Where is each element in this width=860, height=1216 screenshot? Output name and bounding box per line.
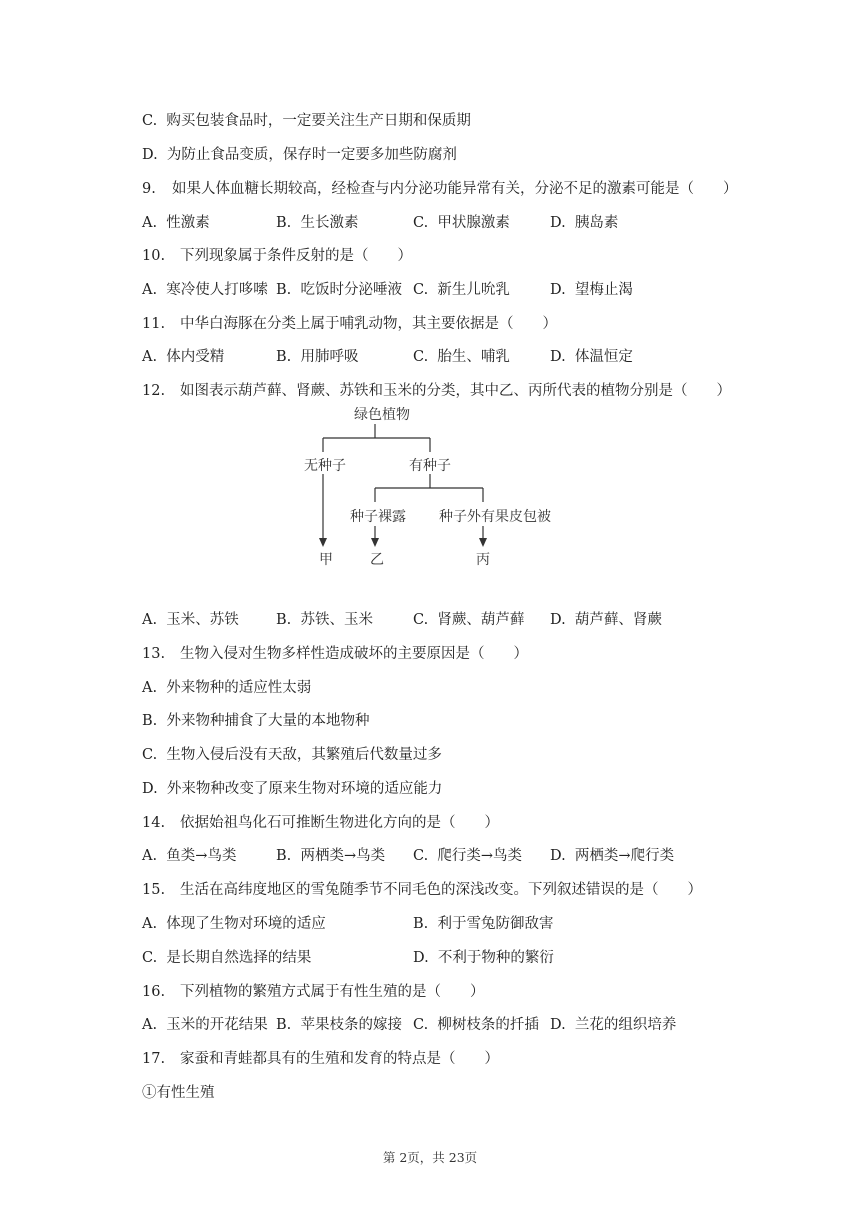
option-b: B. 苏铁、玉米 [276,612,373,628]
diagram-sub-right-label: 种子外有果皮包被 [439,509,551,525]
option-b: B. 生长激素 [276,215,359,231]
option-c: C. 是长期自然选择的结果 [142,950,312,966]
option-d: D. 体温恒定 [550,349,633,365]
question-stem: 如果人体血糖长期较高，经检查与内分泌功能异常有关，分泌不足的激素可能是（ ） [172,181,738,197]
question-stem: 家蚕和青蛙都具有的生殖和发育的特点是（ ） [180,1051,499,1067]
question-15 [142,880,702,900]
option-d: D. 胰岛素 [550,215,619,231]
question-number: 14. [142,815,166,831]
question-number: 11. [142,316,166,332]
question-number: 9. [142,181,156,197]
question-stem: 下列植物的繁殖方式属于有性生殖的是（ ） [180,984,485,1000]
option-a: A. 鱼类→鸟类 [142,848,237,864]
diagram-right-label: 有种子 [409,458,451,474]
diagram-leaf-c: 丙 [476,552,490,568]
option-a: A. 体内受精 [142,349,225,365]
question-12 [142,381,731,401]
question-number: 13. [142,646,166,662]
statement-1: ①有性生殖 [142,1085,215,1101]
option-b: B. 苹果枝条的嫁接 [276,1017,402,1033]
question-11 [142,314,557,334]
option-d: D. 葫芦藓、肾蕨 [550,612,662,628]
question-14 [142,813,499,833]
question-stem: 生物入侵对生物多样性造成破坏的主要原因是（ ） [180,646,528,662]
question-stem: 中华白海豚在分类上属于哺乳动物，其主要依据是（ ） [180,316,557,332]
question-stem: 生活在高纬度地区的雪兔随季节不同毛色的深浅改变。下列叙述错误的是（ ） [180,882,702,898]
option-d: D. 不利于物种的繁衍 [413,950,554,966]
question-10 [142,246,412,266]
question-9 [142,179,738,199]
question-stem: 依据始祖鸟化石可推断生物进化方向的是（ ） [180,815,499,831]
question-number: 16. [142,984,166,1000]
option-a: A. 体现了生物对环境的适应 [142,916,326,932]
page-footer: 第 2页，共 23页 [382,1150,478,1165]
question-number: 17. [142,1051,166,1067]
option-b: B. 用肺呼吸 [276,349,359,365]
option-a: A. 性激素 [142,215,210,231]
option-c: C. 柳树枝条的扦插 [413,1017,539,1033]
option-c-prev: C. 购买包装食品时，一定要关注生产日期和保质期 [142,113,471,129]
option-d: D. 望梅止渴 [550,282,633,298]
question-stem: 下列现象属于条件反射的是（ ） [180,248,412,264]
question-stem: 如图表示葫芦藓、肾蕨、苏铁和玉米的分类，其中乙、丙所代表的植物分别是（ ） [180,383,731,399]
option-b: B. 外来物种捕食了大量的本地物种 [142,713,370,729]
diagram-sub-left-label: 种子裸露 [350,509,406,525]
option-b: B. 两栖类→鸟类 [276,848,386,864]
question-number: 15. [142,882,166,898]
diagram-leaf-b: 乙 [370,552,384,568]
option-b: B. 利于雪兔防御敌害 [413,916,554,932]
option-a: A. 寒冷使人打哆嗦 [142,282,268,298]
option-c: C. 新生儿吮乳 [413,282,510,298]
question-13 [142,644,528,664]
diagram-leaf-a: 甲 [319,552,333,568]
option-d: D. 兰花的组织培养 [550,1017,677,1033]
question-number: 10. [142,248,166,264]
question-17 [142,1049,499,1069]
option-b: B. 吃饭时分泌唾液 [276,282,402,298]
option-a: A. 玉米的开花结果 [142,1017,268,1033]
option-c: C. 生物入侵后没有天敌，其繁殖后代数量过多 [142,747,442,763]
question-number: 12. [142,383,166,399]
option-d-prev: D. 为防止食品变质，保存时一定要多加些防腐剂 [142,147,457,163]
option-a: A. 玉米、苏铁 [142,612,239,628]
option-d: D. 两栖类→爬行类 [550,848,675,864]
plant-classification-diagram [290,402,580,582]
diagram-root-label: 绿色植物 [354,407,410,423]
option-a: A. 外来物种的适应性太弱 [142,680,312,696]
option-d: D. 外来物种改变了原来生物对环境的适应能力 [142,781,443,797]
option-c: C. 肾蕨、葫芦藓 [413,612,525,628]
option-c: C. 胎生、哺乳 [413,349,510,365]
option-c: C. 甲状腺激素 [413,215,510,231]
question-16 [142,982,485,1002]
option-c: C. 爬行类→鸟类 [413,848,523,864]
diagram-left-label: 无种子 [304,458,346,474]
